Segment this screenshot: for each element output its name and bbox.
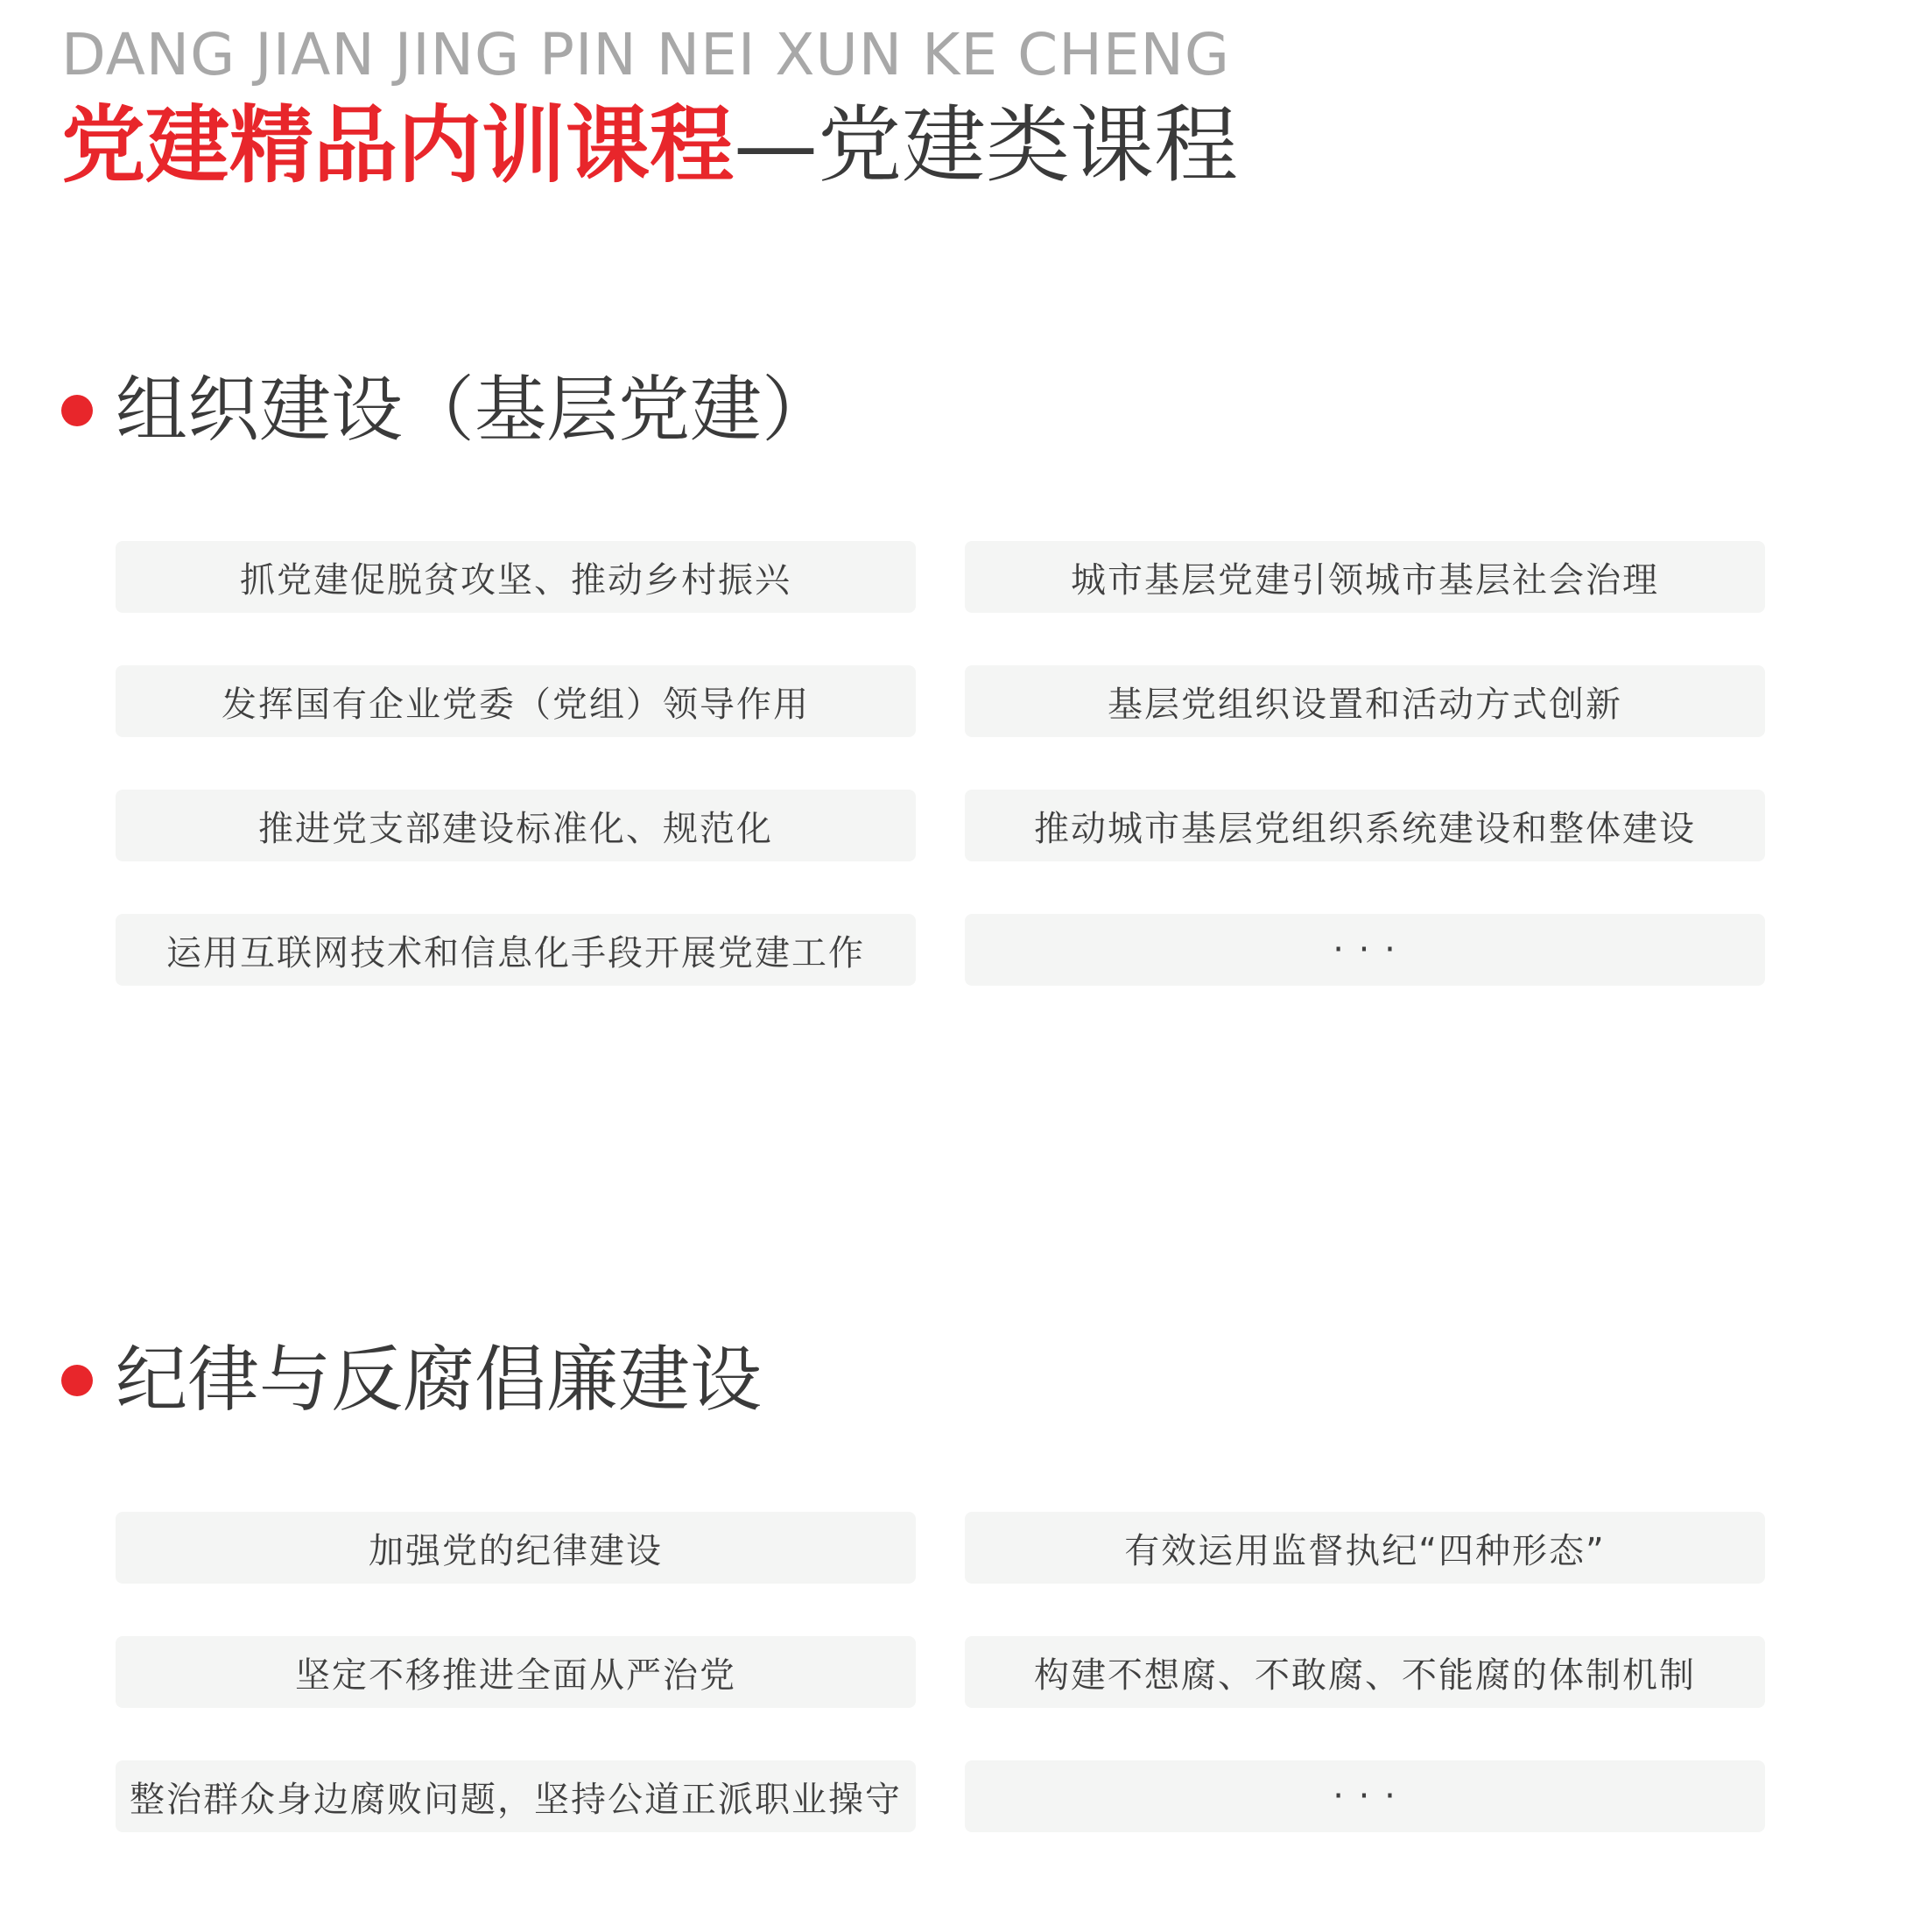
course-card[interactable]: 坚定不移推进全面从严治党 [116,1636,916,1708]
page-title-accent: 党建精品内训课程 [61,96,734,194]
section-heading-text: 纪律与反腐倡廉建设 [116,1338,763,1422]
course-card[interactable]: 加强党的纪律建设 [116,1512,916,1584]
section-heading-organization [61,369,834,452]
bullet-dot-icon [61,395,93,426]
course-card[interactable]: 推进党支部建设标准化、规范化 [116,790,916,861]
page-title-category: —党建类课程 [734,96,1238,194]
course-card[interactable]: 有效运用监督执纪“四种形态” [965,1512,1765,1584]
page-title [61,96,1238,194]
section-heading-text: 组织建设（基层党建） [116,369,834,452]
course-card[interactable]: 推动城市基层党组织系统建设和整体建设 [965,790,1765,861]
course-card[interactable]: 城市基层党建引领城市基层社会治理 [965,541,1765,613]
course-card[interactable]: 整治群众身边腐败问题，坚持公道正派职业操守 [116,1760,916,1832]
course-card[interactable]: 运用互联网技术和信息化手段开展党建工作 [116,914,916,986]
bullet-dot-icon [61,1365,93,1396]
course-card[interactable]: 发挥国有企业党委（党组）领导作用 [116,665,916,737]
more-ellipsis-card[interactable]: · · · [965,1760,1765,1832]
more-ellipsis-card[interactable]: · · · [965,914,1765,986]
course-card[interactable]: 基层党组织设置和活动方式创新 [965,665,1765,737]
course-card[interactable]: 构建不想腐、不敢腐、不能腐的体制机制 [965,1636,1765,1708]
course-grid-discipline [116,1512,1765,1832]
course-card[interactable]: 抓党建促脱贫攻坚、推动乡村振兴 [116,541,916,613]
header-subtitle: DANG JIAN JING PIN NEI XUN KE CHENG [61,21,1231,88]
section-heading-discipline [61,1338,763,1422]
course-grid-organization [116,541,1765,986]
